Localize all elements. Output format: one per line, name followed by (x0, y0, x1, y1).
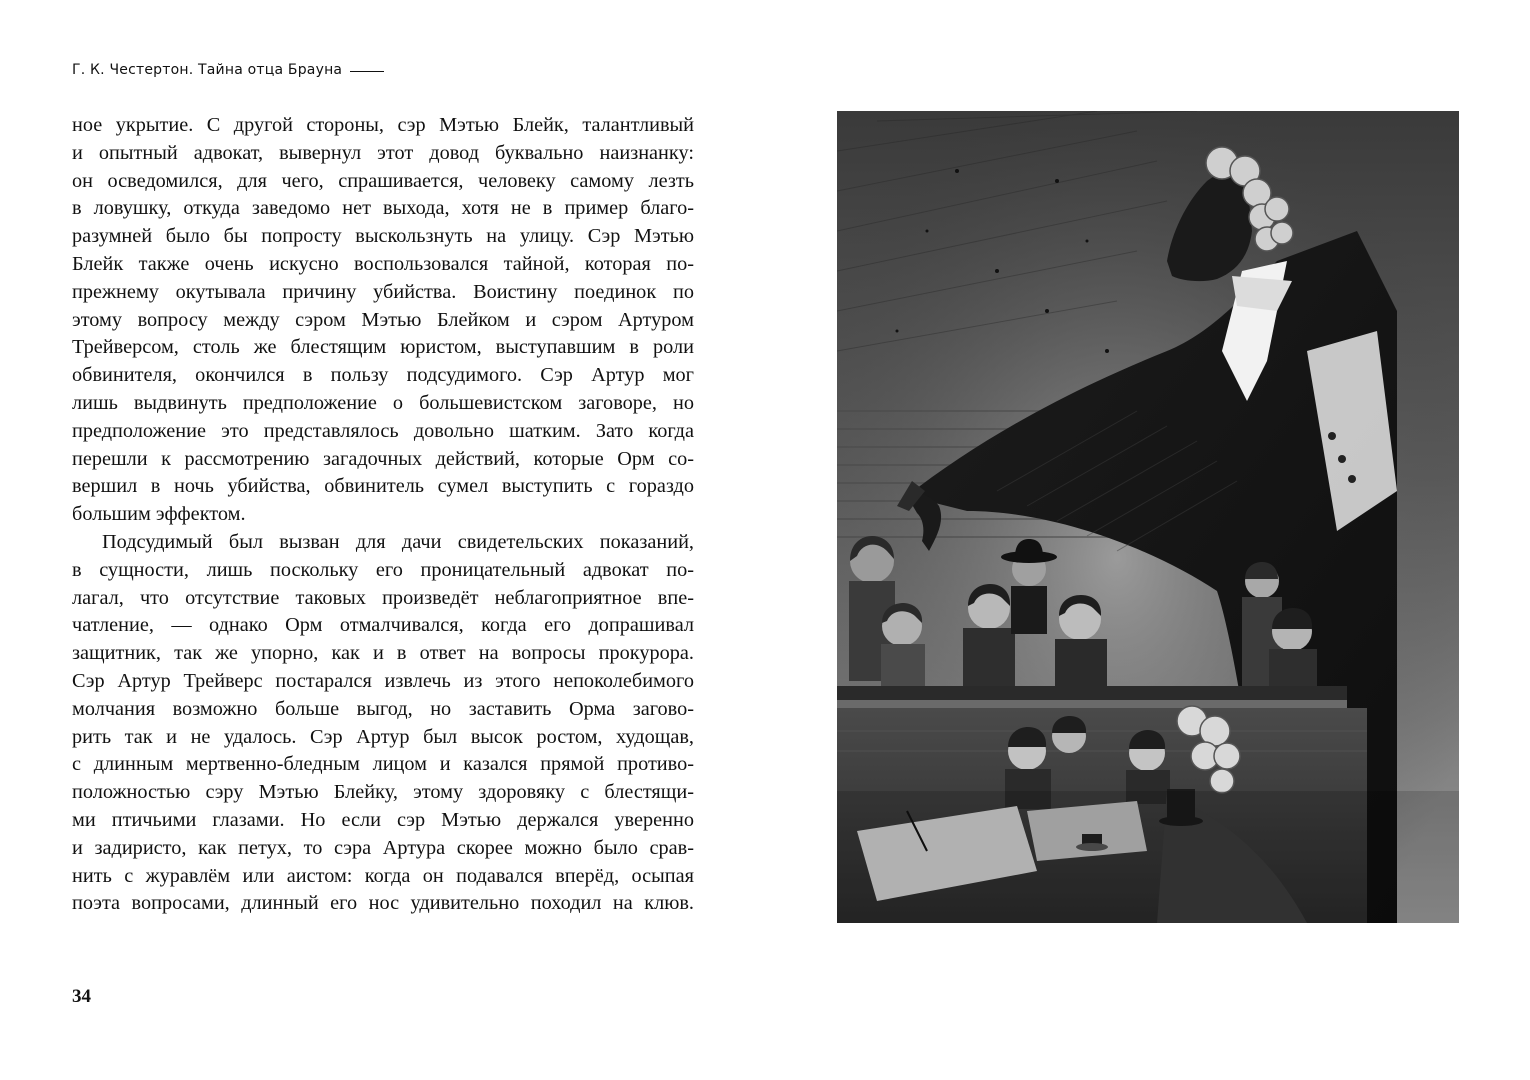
text-line: обвинителя, окончился в пользу подсудимого. Сэр Артур мог (72, 364, 694, 387)
text-line: поэта вопросами, длинный его нос удивительно походил на клюв. (72, 892, 694, 915)
text-line: защитник, так же упорно, как и в ответ на вопросы прокурора. (72, 642, 694, 665)
text-line: лагал, что отсутствие таковых произведёт неблагоприятное впе- (72, 586, 694, 609)
text-line: положностью сэру Мэтью Блейку, этому здоровяку с блестящи- (72, 781, 694, 804)
courtroom-illustration-icon (837, 111, 1459, 923)
text-line: в ловушку, откуда заведомо нет выхода, хотя не в пример благо- (72, 197, 694, 220)
text-line: вершил в ночь убийства, обвинитель сумел выступить с гораздо (72, 475, 694, 498)
text-line: Трейверсом, столь же блестящим юристом, выступавшим в роли (72, 336, 694, 359)
text-line: нить с журавлём или аистом: когда он подавался вперёд, осыпая (72, 864, 694, 887)
text-line: этому вопросу между сэром Мэтью Блейком и сэром Артуром (72, 308, 694, 331)
text-line: предположение это представлялось довольно шатким. Зато когда (72, 419, 694, 442)
text-line: ми птичьими глазами. Но если сэр Мэтью держался уверенно (72, 808, 694, 831)
text-line: ное укрытие. С другой стороны, сэр Мэтью Блейк, талантливый (72, 114, 694, 136)
text-line: молчания возможно больше выгод, но заставить Орма загово- (72, 697, 694, 720)
running-head (72, 62, 384, 78)
text-line: рить так и не удалось. Сэр Артур был высок ростом, худощав, (72, 725, 694, 748)
courtroom-illustration (837, 111, 1459, 923)
text-line: большим эффектом. (72, 503, 246, 526)
text-line: разумней было бы попросту выскользнуть на улицу. Сэр Мэтью (72, 225, 694, 248)
text-line: чатление, — однако Орм отмалчивался, когда его допрашивал (72, 614, 694, 637)
body-text (72, 112, 694, 918)
text-line: Блейк также очень искусно воспользовался тайной, которая по- (72, 252, 694, 275)
text-line: с длинным мертвенно-бледным лицом и казался прямой противо- (72, 753, 694, 776)
text-line: и задиристо, как петух, то сэра Артура скорее можно было срав- (72, 836, 694, 859)
text-line: и опытный адвокат, вывернул этот довод буквально наизнанку: (72, 141, 694, 164)
text-line: прежнему окутывала причину убийства. Воистину поединок по (72, 280, 694, 303)
page-number: 34 (72, 986, 91, 1007)
text-line: в сущности, лишь поскольку его проницательный адвокат по- (72, 558, 694, 581)
text-line-paragraph-start: Подсудимый был вызван для дачи свидетельских показаний, (102, 530, 694, 553)
text-line: лишь выдвинуть предположение о большевистском заговоре, но (72, 391, 694, 414)
text-line: Сэр Артур Трейверс постарался извлечь из этого непоколебимого (72, 669, 694, 692)
text-line: перешли к рассмотрению загадочных действий, которые Орм со- (72, 447, 694, 470)
text-line: он осведомился, для чего, спрашивается, человеку самому лезть (72, 169, 694, 192)
running-head-rule (350, 71, 384, 72)
running-head-title: Г. К. Честертон. Тайна отца Брауна (72, 62, 343, 78)
